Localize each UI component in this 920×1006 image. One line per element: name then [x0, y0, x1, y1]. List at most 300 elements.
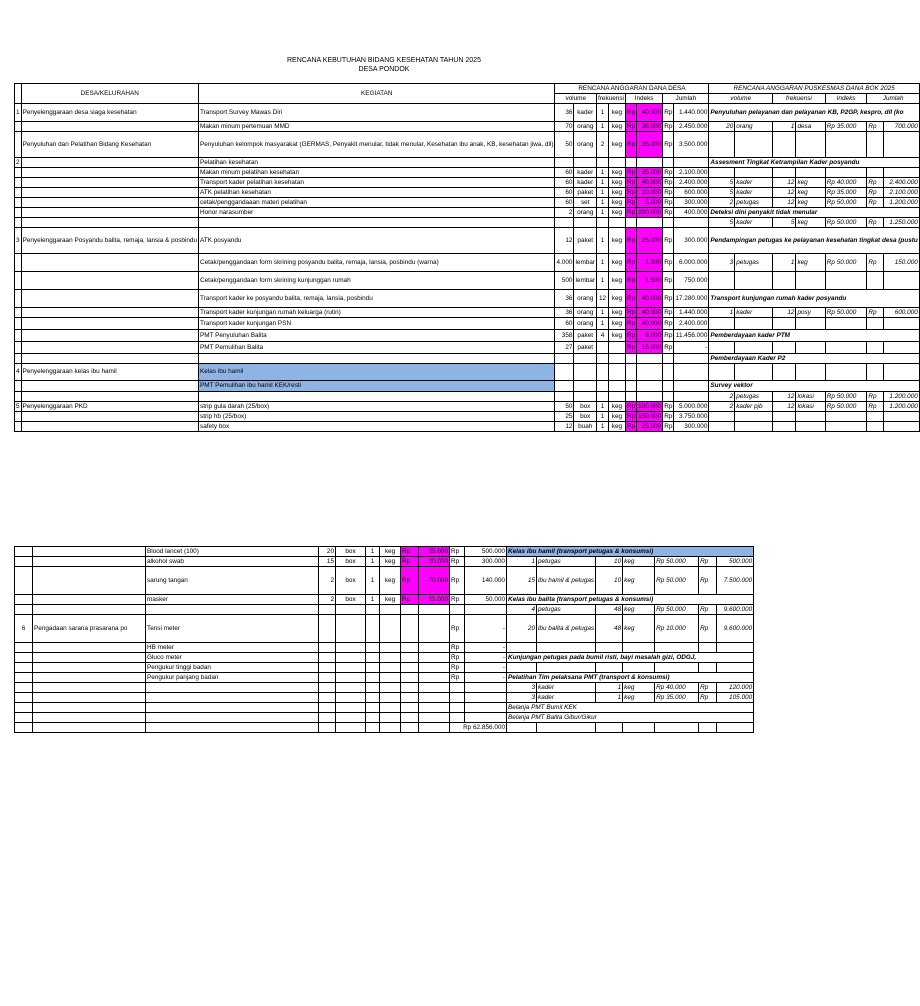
- volume-unit: [336, 723, 366, 733]
- kegiatan-cell: [199, 218, 555, 228]
- indeks-currency: Rp: [626, 208, 636, 216]
- indeks-value: 35.000: [637, 122, 663, 132]
- volume-value: 500: [555, 272, 574, 290]
- bok-section-heading: Transport kunjungan rumah kader posyandu: [709, 290, 919, 308]
- bok-frekuensi-value: 12: [772, 308, 795, 318]
- table-row: [15, 188, 920, 198]
- bok-empty-cell: [623, 643, 655, 653]
- bok-section-heading: Pemberdayaan Kader P2: [709, 354, 919, 364]
- bok-empty-cell: [825, 318, 867, 330]
- volume-value: [555, 364, 574, 381]
- bok-frekuensi-unit: keg: [623, 615, 655, 643]
- volume-value: 70: [555, 122, 574, 132]
- indeks-value: [637, 158, 663, 168]
- volume-value: 60: [555, 198, 574, 208]
- frekuensi-value: [366, 605, 380, 615]
- bok-section-heading: Kelas ibu balita (transport petugas & konsumsi): [507, 595, 754, 605]
- volume-value: 36: [555, 104, 574, 122]
- bok-empty-cell: [867, 412, 884, 422]
- volume-unit: box: [336, 547, 366, 557]
- desa-cell: [21, 381, 198, 392]
- table-row: [15, 308, 920, 318]
- volume-unit: [574, 218, 597, 228]
- volume-value: 50: [555, 402, 574, 412]
- jumlah-value: [465, 683, 507, 693]
- bok-empty-cell: [709, 272, 735, 290]
- frekuensi-unit: [380, 653, 401, 663]
- bok-frekuensi-value: 12: [772, 188, 795, 198]
- table-row: [15, 595, 754, 605]
- kegiatan-cell: alkohol swab: [146, 557, 319, 567]
- bok-indeks: Rp 40.000: [825, 178, 867, 188]
- bok-jumlah-currency: Rp: [867, 188, 884, 198]
- header-bok-volume: volume: [709, 94, 773, 104]
- frekuensi-unit: [608, 381, 625, 392]
- kegiatan-cell: ATK posyandu: [199, 228, 555, 254]
- bok-jumlah-value: 1.200.000: [883, 402, 919, 412]
- desa-cell: [21, 392, 198, 402]
- indeks-currency: [401, 653, 419, 663]
- kegiatan-cell: PMT Penyuluhan Balita: [199, 330, 555, 342]
- bok-section-heading: Belanja PMT Bumil KEK: [507, 703, 754, 713]
- header-rab-dana-desa: RENCANA ANGGARAN DANA DESA: [555, 84, 709, 94]
- frekuensi-unit: keg: [608, 402, 625, 412]
- volume-unit: kader: [574, 178, 597, 188]
- kegiatan-cell: [146, 713, 319, 723]
- bok-empty-cell: [507, 643, 537, 653]
- row-number: 3: [15, 228, 22, 254]
- bok-section-heading: Deteksi dini penyakit tidak menular: [709, 208, 919, 218]
- bok-volume-unit: petugas: [735, 392, 773, 402]
- bok-volume-value: 5: [709, 218, 735, 228]
- table-row: [15, 653, 754, 663]
- indeks-value: [419, 693, 450, 703]
- bok-volume-value: 4: [507, 605, 537, 615]
- desa-cell: [21, 188, 198, 198]
- bok-empty-cell: [867, 272, 884, 290]
- bok-empty-cell: [796, 412, 825, 422]
- frekuensi-value: [366, 615, 380, 643]
- volume-unit: lembar: [574, 272, 597, 290]
- jumlah-currency: Rp: [450, 547, 465, 557]
- indeks-currency: [401, 673, 419, 683]
- bok-indeks: Rp 50.000: [825, 392, 867, 402]
- frekuensi-unit: [380, 683, 401, 693]
- kegiatan-cell: Pengukur tinggi badan: [146, 663, 319, 673]
- jumlah-currency: Rp: [663, 330, 674, 342]
- bok-empty-cell: [537, 643, 596, 653]
- jumlah-value: -: [465, 673, 507, 683]
- volume-unit: box: [336, 595, 366, 605]
- indeks-currency: Rp: [625, 132, 636, 158]
- indeks-currency: Rp: [625, 104, 636, 122]
- bok-empty-cell: [772, 342, 795, 354]
- kegiatan-cell: [146, 703, 319, 713]
- bok-empty-cell: [772, 272, 795, 290]
- frekuensi-value: 1: [597, 422, 609, 432]
- frekuensi-unit: keg: [608, 254, 625, 272]
- indeks-currency: [625, 381, 636, 392]
- table-row: [15, 132, 920, 158]
- bok-empty-cell: [709, 412, 735, 422]
- bok-empty-cell: [867, 318, 884, 330]
- desa-cell: [21, 308, 198, 318]
- volume-unit: [574, 158, 597, 168]
- bok-volume-unit: petugas: [537, 557, 596, 567]
- desa-cell: [33, 693, 146, 703]
- indeks-value: 20.000: [419, 557, 450, 567]
- jumlah-value: 600.000: [674, 188, 709, 198]
- bok-frekuensi-unit: keg: [623, 567, 655, 595]
- table-row: [15, 272, 920, 290]
- table-row: [15, 605, 754, 615]
- kegiatan-cell: strip hb (25/box): [199, 412, 555, 422]
- bok-frekuensi-value: 5: [772, 218, 795, 228]
- bok-empty-cell: [883, 272, 919, 290]
- frekuensi-value: [366, 673, 380, 683]
- frekuensi-unit: [608, 354, 625, 364]
- frekuensi-value: [366, 683, 380, 693]
- bok-volume-value: 3: [507, 693, 537, 703]
- volume-value: 60: [555, 178, 574, 188]
- bok-volume-unit: kader: [537, 693, 596, 703]
- frekuensi-value: [366, 713, 380, 723]
- bok-indeks: Rp 50.000: [825, 198, 867, 208]
- indeks-currency: Rp: [626, 402, 636, 410]
- jumlah-currency: Rp: [664, 412, 673, 420]
- bok-empty-cell: [867, 422, 884, 432]
- bok-volume-value: 1: [507, 557, 537, 567]
- jumlah-currency: [450, 605, 465, 615]
- table-row: [15, 402, 920, 412]
- kegiatan-cell: PMT Pemulihan ibu hamil KEK/resti: [199, 381, 555, 392]
- jumlah-value: [465, 703, 507, 713]
- kegiatan-cell: Transport Survey Mawas Diri: [199, 104, 555, 122]
- bok-frekuensi-unit: keg: [623, 683, 655, 693]
- bok-empty-cell: [709, 422, 735, 432]
- bok-jumlah-value: 1.250.000: [883, 218, 919, 228]
- bok-frekuensi-unit: posy: [796, 308, 825, 318]
- volume-value: 50: [555, 132, 574, 158]
- bok-jumlah-value: 600.000: [883, 308, 919, 318]
- bok-empty-cell: [772, 364, 795, 381]
- bok-volume-unit: kader: [735, 218, 773, 228]
- frekuensi-value: [597, 342, 609, 354]
- bok-jumlah-currency: Rp: [699, 605, 717, 615]
- bok-empty-cell: [883, 364, 919, 381]
- jumlah-value: [465, 605, 507, 615]
- frekuensi-unit: keg: [608, 132, 625, 158]
- table-row: [15, 723, 754, 733]
- volume-unit: paket: [574, 342, 597, 354]
- indeks-value: [637, 364, 663, 381]
- table-row: [15, 254, 920, 272]
- bok-empty-cell: [709, 318, 735, 330]
- volume-unit: box: [574, 412, 597, 422]
- bok-empty-cell: [825, 168, 867, 178]
- indeks-value: [419, 663, 450, 673]
- jumlah-currency: Rp: [664, 198, 673, 206]
- volume-unit: orang: [574, 318, 597, 330]
- row-number: [15, 723, 33, 733]
- desa-cell: Penyelenggaraan PKD: [21, 402, 198, 412]
- bok-empty-cell: [735, 342, 773, 354]
- jumlah-value: 300.000: [465, 557, 507, 567]
- kegiatan-cell: PMT Pemulihan Balita: [199, 342, 555, 354]
- bok-volume-unit: kader: [735, 308, 773, 318]
- volume-value: 36: [555, 290, 574, 308]
- bok-frekuensi-unit: keg: [623, 557, 655, 567]
- bok-empty-cell: [796, 364, 825, 381]
- bok-jumlah-value: 9.600.000: [717, 615, 754, 643]
- desa-cell: [33, 663, 146, 673]
- volume-unit: [574, 364, 597, 381]
- jumlah-currency: Rp: [664, 308, 673, 316]
- frekuensi-value: [597, 392, 609, 402]
- jumlah-value: 2.400.000: [674, 318, 709, 330]
- frekuensi-value: [597, 354, 609, 364]
- kegiatan-cell: [146, 605, 319, 615]
- desa-cell: [21, 342, 198, 354]
- indeks-currency: [401, 643, 419, 653]
- desa-cell: [33, 723, 146, 733]
- frekuensi-value: 1: [597, 122, 609, 132]
- kegiatan-cell: [199, 354, 555, 364]
- frekuensi-unit: keg: [608, 272, 625, 290]
- volume-value: 60: [555, 318, 574, 330]
- volume-value: 25: [555, 412, 574, 422]
- frekuensi-unit: [380, 693, 401, 703]
- frekuensi-value: 4: [597, 330, 609, 342]
- frekuensi-unit: keg: [608, 178, 625, 188]
- indeks-value: 25.000: [637, 422, 663, 432]
- indeks-currency: Rp: [625, 228, 636, 254]
- volume-value: 2: [319, 595, 336, 605]
- kegiatan-cell: Transport kader ke posyandu balita, remaja, lansia, posbindu: [199, 290, 555, 308]
- volume-value: [319, 615, 336, 643]
- indeks-value: 40.000: [637, 178, 663, 188]
- jumlah-value: 2.450.000: [674, 122, 709, 132]
- frekuensi-value: 1: [597, 188, 609, 198]
- jumlah-value: 500.000: [465, 547, 507, 557]
- bok-jumlah-currency: Rp: [867, 402, 884, 412]
- frekuensi-value: 1: [597, 198, 609, 208]
- jumlah-value: 5.000.000: [674, 402, 709, 412]
- header-kegiatan: KEGIATAN: [199, 84, 555, 104]
- jumlah-value: -: [465, 615, 507, 643]
- jumlah-currency: Rp: [663, 318, 674, 330]
- table-row: [15, 290, 920, 308]
- bok-empty-cell: [623, 723, 655, 733]
- desa-cell: [21, 272, 198, 290]
- bok-empty-cell: [772, 318, 795, 330]
- volume-value: [555, 392, 574, 402]
- bok-section-heading: Assesment Tingkat Ketrampilan Kader posyandu: [709, 158, 919, 168]
- bok-indeks: Rp 35.000: [655, 693, 699, 703]
- indeks-currency: [401, 713, 419, 723]
- bok-empty-cell: [772, 422, 795, 432]
- frekuensi-unit: [380, 703, 401, 713]
- jumlah-value: 1.440.000: [674, 308, 709, 318]
- header-desa: DESA/KELURAHAN: [21, 84, 198, 104]
- kegiatan-cell: Cetak/penggandaan form skrining kunjunggan rumah: [199, 272, 555, 290]
- frekuensi-unit: keg: [608, 104, 625, 122]
- indeks-currency: [401, 703, 419, 713]
- frekuensi-value: 1: [597, 208, 609, 218]
- frekuensi-value: 1: [597, 402, 609, 412]
- indeks-value: 40.000: [637, 318, 663, 330]
- frekuensi-value: 1: [597, 104, 609, 122]
- bok-jumlah-value: 7.500.000: [717, 567, 754, 595]
- bok-empty-cell: [699, 723, 717, 733]
- jumlah-currency: Rp: [450, 643, 465, 653]
- desa-cell: [21, 198, 198, 208]
- bok-volume-unit: ibu hamil & petugas: [537, 567, 596, 595]
- volume-value: [319, 703, 336, 713]
- grand-total: Rp 62.856.000: [450, 723, 507, 733]
- volume-value: 36: [555, 308, 574, 318]
- frekuensi-unit: keg: [608, 168, 625, 178]
- indeks-value: [419, 703, 450, 713]
- bok-volume-value: 20: [507, 615, 537, 643]
- volume-value: 12: [555, 422, 574, 432]
- table-row: [15, 412, 920, 422]
- bok-indeks: Rp 35.000: [825, 188, 867, 198]
- indeks-value: 100.000: [638, 402, 662, 410]
- bok-empty-cell: [655, 643, 699, 653]
- frekuensi-unit: keg: [380, 547, 401, 557]
- desa-cell: [33, 595, 146, 605]
- bok-empty-cell: [796, 272, 825, 290]
- bok-empty-cell: [867, 364, 884, 381]
- jumlah-currency: Rp: [450, 567, 465, 595]
- jumlah-value: 50.000: [465, 595, 507, 605]
- desa-cell: [21, 290, 198, 308]
- frekuensi-unit: keg: [608, 422, 625, 432]
- volume-value: [555, 158, 574, 168]
- volume-unit: orang: [574, 132, 597, 158]
- bok-volume-unit: kader: [735, 188, 773, 198]
- indeks-currency: Rp: [625, 342, 636, 354]
- desa-cell: Penyelenggaraan Posyandu balita, remaja, lansia & posbindu: [21, 228, 198, 254]
- frekuensi-unit: [608, 392, 625, 402]
- bok-empty-cell: [735, 318, 773, 330]
- frekuensi-unit: keg: [608, 308, 625, 318]
- volume-unit: box: [336, 557, 366, 567]
- table-row: [15, 422, 920, 432]
- table-row: [15, 547, 754, 557]
- bok-jumlah-currency: Rp: [699, 693, 717, 703]
- document-title: RENCANA KEBUTUHAN BIDANG KESEHATAN TAHUN 2025: [287, 57, 481, 64]
- jumlah-value: 300.000: [674, 422, 709, 432]
- desa-cell: [33, 703, 146, 713]
- kegiatan-cell: Blood lancet (100): [146, 547, 319, 557]
- bok-frekuensi-value: 12: [772, 198, 795, 208]
- bok-empty-cell: [596, 643, 623, 653]
- table-row: [15, 354, 920, 364]
- bok-empty-cell: [596, 663, 623, 673]
- bok-indeks: Rp 50.000: [825, 308, 867, 318]
- bok-empty-cell: [709, 132, 735, 158]
- bok-frekuensi-unit: keg: [796, 178, 825, 188]
- volume-value: [319, 713, 336, 723]
- bok-frekuensi-value: 48: [596, 605, 623, 615]
- indeks-value: 1.500: [637, 272, 663, 290]
- indeks-value: 25.000: [419, 547, 450, 557]
- jumlah-currency: [450, 693, 465, 703]
- bok-frekuensi-unit: keg: [796, 218, 825, 228]
- jumlah-value: 17.280.000: [674, 290, 709, 308]
- desa-cell: [33, 605, 146, 615]
- table-row: [15, 663, 754, 673]
- bok-empty-cell: [717, 663, 754, 673]
- frekuensi-unit: [608, 342, 625, 354]
- jumlah-value: [674, 392, 709, 402]
- bok-jumlah-value: 2.400.000: [883, 178, 919, 188]
- row-number: [15, 653, 33, 663]
- bok-empty-cell: [883, 132, 919, 158]
- bok-indeks: Rp 50.000: [825, 402, 867, 412]
- indeks-currency: Rp: [626, 422, 636, 430]
- volume-value: [319, 653, 336, 663]
- bok-empty-cell: [717, 723, 754, 733]
- frekuensi-value: [597, 364, 609, 381]
- row-number: 5: [16, 402, 20, 410]
- indeks-value: 8.000: [637, 330, 663, 342]
- bok-frekuensi-value: 48: [596, 615, 623, 643]
- indeks-value: 1.500: [637, 254, 663, 272]
- jumlah-currency: Rp: [664, 168, 673, 176]
- budget-table-bottom: [14, 546, 754, 733]
- bok-jumlah-value: 500.000: [717, 557, 754, 567]
- bok-empty-cell: [735, 168, 773, 178]
- desa-cell: Penyuluhan dan Pelatihan Bidang Kesehatan: [21, 132, 198, 158]
- frekuensi-unit: keg: [608, 412, 625, 422]
- indeks-value: [419, 673, 450, 683]
- jumlah-value: 300.000: [674, 228, 709, 254]
- header-bok-jumlah: Jumlah: [867, 94, 919, 104]
- kegiatan-cell: Gluco meter: [146, 653, 319, 663]
- table-row: [15, 567, 754, 595]
- row-number: [15, 567, 33, 595]
- desa-cell: [33, 713, 146, 723]
- bok-empty-cell: [699, 663, 717, 673]
- indeks-value: [419, 643, 450, 653]
- indeks-value: 25.000: [637, 228, 663, 254]
- volume-unit: set: [574, 198, 597, 208]
- bok-empty-cell: [772, 132, 795, 158]
- indeks-currency: Rp: [626, 168, 636, 176]
- volume-value: [319, 643, 336, 653]
- header-indeks: Indeks: [625, 94, 662, 104]
- volume-unit: box: [336, 567, 366, 595]
- volume-value: 60: [555, 168, 574, 178]
- table-row: [15, 168, 920, 178]
- table-row: [15, 673, 754, 683]
- frekuensi-unit: [608, 158, 625, 168]
- bok-empty-cell: [867, 342, 884, 354]
- kegiatan-cell: [146, 723, 319, 733]
- frekuensi-unit: keg: [608, 198, 625, 208]
- row-number: 1: [15, 104, 22, 122]
- indeks-currency: Rp: [626, 308, 636, 316]
- kegiatan-cell: [146, 693, 319, 703]
- jumlah-value: [674, 364, 709, 381]
- table-row: [15, 713, 754, 723]
- bok-volume-unit: ibu balita & petugas: [537, 615, 596, 643]
- indeks-currency: Rp: [625, 272, 636, 290]
- desa-cell: [33, 557, 146, 567]
